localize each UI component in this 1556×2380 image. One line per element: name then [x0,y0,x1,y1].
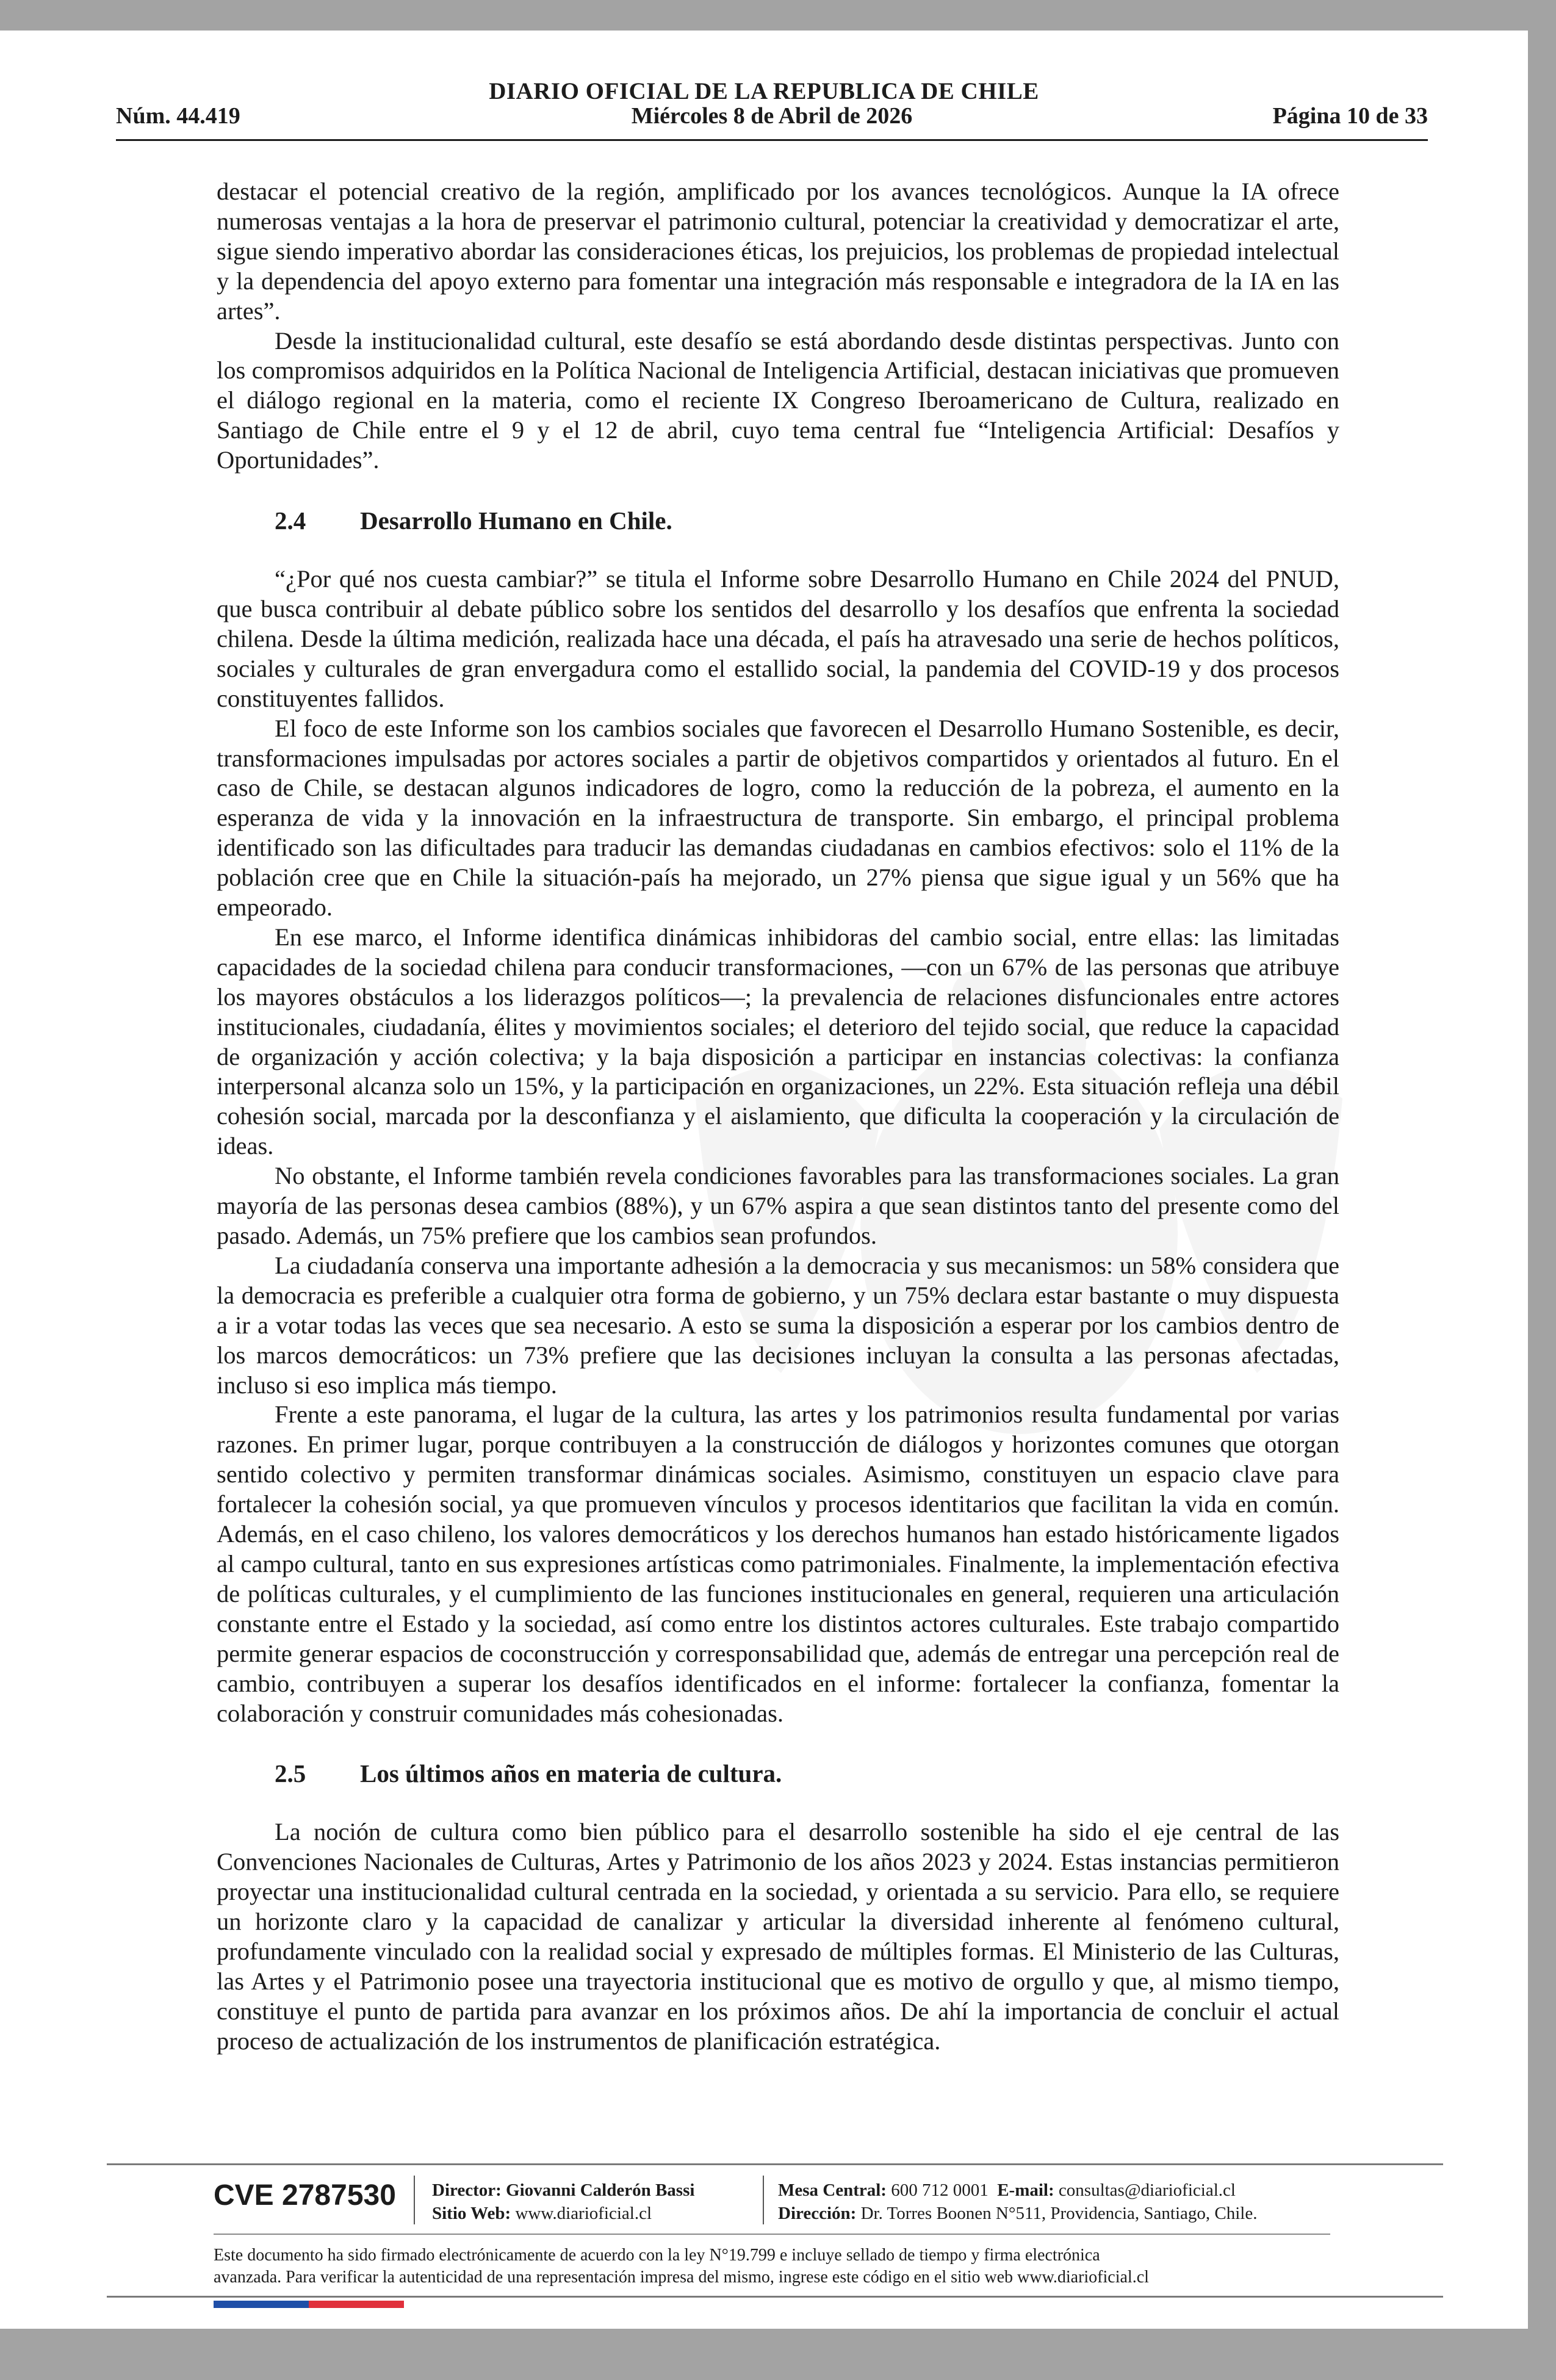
footer-separator [763,2176,764,2224]
paragraph: No obstante, el Informe también revela condiciones favorables para las transformaciones sociales. La gran mayoría de las personas desea cambios (88%), y un 67% aspira a que sean distintos tanto del presente como del pasado. Además, un 75% prefiere que los cambios sean profundos. [217,1162,1339,1249]
header-divider [116,139,1428,141]
address-label: Dirección: [778,2204,857,2223]
paragraph: En ese marco, el Informe identifica dinámicas inhibidoras del cambio social, entre ellas: las limitadas capacidades de la sociedad chilena para conducir transformaciones, —con un 67% de las personas que atribuye los mayores obstáculos a los liderazgos políticos—; la prevalencia de relaciones disfuncionales entre actores institucionales, ciudadanía, élites y movimientos sociales; el deterioro del tejido social, que reduce la capacidad de organización y acción colectiva; y la baja disposición a participar en instancias colectivas: la confianza interpersonal alcanza solo un 15%, y la participación en organizaciones, un 22%. Esta situación refleja una débil cohesión social, marcada por la desconfianza y el aislamiento, que dificulta la cooperación y la circulación de ideas. [217,923,1339,1160]
cve-code: CVE 2787530 [214,2179,396,2212]
phone-label: Mesa Central: [778,2180,887,2200]
page-indicator: Página 10 de 33 [1272,103,1428,129]
flag-blue-segment [214,2301,309,2308]
paragraph: Desde la institucionalidad cultural, este desafío se está abordando desde distintas perspectivas. Junto con los compromisos adquiridos en la Política Nacional de Inteligencia Artificial, destacan iniciativas que promueven el diálogo regional en la materia, como el reciente IX Congreso Iberoamericano de Cultura, realizado en Santiago de Chile entre el 9 y el 12 de abril, cuyo tema central fue “Inteligencia Artificial: Desafíos y Oportunidades”. [217,326,1339,474]
flag-stripe [214,2301,404,2308]
issue-number: Núm. 44.419 [116,103,240,129]
footer-divider [107,2296,1443,2298]
director-name: Giovanni Calderón Bassi [506,2180,695,2200]
legal-line: avanzada. Para verificar la autenticidad de una representación impresa del mismo, ingrese este código en el sitio web www.diarioficial.cl [214,2268,1149,2287]
section-number: 2.5 [275,1759,306,1788]
document-page [0,31,1528,2329]
document-body [217,177,1339,2057]
legal-line: Este documento ha sido firmado electrónicamente de acuerdo con la ley N°19.799 e incluye sellado de tiempo y firma electrónica [214,2246,1100,2265]
email-label: E-mail: [997,2180,1054,2200]
paragraph: El foco de este Informe son los cambios sociales que favorecen el Desarrollo Humano Sostenible, es decir, transformaciones impulsadas por actores sociales a partir de objetivos compartidos y orientados al futuro. En el caso de Chile, se destacan algunos indicadores de logro, como la reducción de la pobreza, el aumento en la esperanza de vida y la innovación en la infraestructura de transporte. Sin embargo, el principal problema identificado son las dificultades para traducir las demandas ciudadanas en cambios efectivos: solo el 11% de la población cree que en Chile la situación-país ha mejorado, un 27% piensa que sigue igual y un 56% que ha empeorado. [217,714,1339,921]
email-link[interactable]: consultas@diarioficial.cl [1058,2180,1236,2200]
flag-red-segment [309,2301,404,2308]
section-title: Desarrollo Humano en Chile. [360,507,672,535]
gazette-title: DIARIO OFICIAL DE LA REPUBLICA DE CHILE [489,78,1039,104]
section-title: Los últimos años en materia de cultura. [360,1759,782,1788]
paragraph: La ciudadanía conserva una importante adhesión a la democracia y sus mecanismos: un 58% considera que la democracia es preferible a cualquier otra forma de gobierno, y un 75% declara estar bastante o muy dispuesta a ir a votar todas las veces que sea necesario. A esto se suma la disposición a esperar por los cambios dentro de los marcos democráticos: un 73% prefiere que las decisiones incluyan la consulta a las personas afectadas, incluso si eso implica más tiempo. [217,1251,1339,1399]
footer-separator [414,2176,415,2224]
section-number: 2.4 [275,507,306,535]
footer-director-block [432,2179,694,2225]
phone-value: 600 712 0001 [891,2180,989,2200]
paragraph: Frente a este panorama, el lugar de la cultura, las artes y los patrimonios resulta fundamental por varias razones. En primer lugar, porque contribuyen a la construcción de diálogos y horizontes comunes que otorgan sentido colectivo y permiten transformar dinámicas sociales. Asimismo, constituyen un espacio clave para fortalecer la cohesión social, ya que promueven vínculos y procesos identitarios que facilitan la vida en común. Además, en el caso chileno, los valores democráticos y los derechos humanos han estado históricamente ligados al campo cultural, tanto en sus expresiones artísticas como patrimoniales. Finalmente, la implementación efectiva de políticas culturales, y el cumplimiento de las funciones institucionales en general, requieren una articulación constante entre el Estado y la sociedad, así como entre los distintos actores culturales. Este trabajo compartido permite generar espacios de coconstrucción y corresponsabilidad que, además de entregar una percepción real de cambio, contribuyen a superar los desafíos identificados en el informe: fortalecer la confianza, fomentar la colaboración y construir comunidades más cohesionadas. [217,1401,1339,1727]
footer-divider [107,2163,1443,2165]
viewer-bottom-bar [0,2329,1556,2380]
footer-contact-block [778,2179,1257,2225]
legal-notice [214,2245,1330,2288]
paragraph: “¿Por qué nos cuesta cambiar?” se titula el Informe sobre Desarrollo Humano en Chile 2024 del PNUD, que busca contribuir al debate público sobre los sentidos del desarrollo y los desafíos que enfrenta la sociedad chilena. Desde la última medición, realizada hace una década, el país ha atravesado una serie de hechos políticos, sociales y culturales de gran envergadura como el estallido social, la pandemia del COVID-19 y dos procesos constituyentes fallidos. [217,565,1339,712]
website-link[interactable]: www.diarioficial.cl [515,2204,652,2223]
issue-date: Miércoles 8 de Abril de 2026 [631,103,913,129]
paragraph: La noción de cultura como bien público para el desarrollo sostenible ha sido el eje central de las Convenciones Nacionales de Culturas, Artes y Patrimonio de los años 2023 y 2024. Estas instancias permitieron proyectar una institucionalidad cultural centrada en la sociedad, y orientada a su servicio. Para ello, se requiere un horizonte claro y la capacidad de canalizar y articular la diversidad inherente al fenómeno cultural, profundamente vinculado con la realidad social y expresado de múltiples formas. El Ministerio de las Culturas, las Artes y el Patrimonio posee una trayectoria institucional que es motivo de orgullo y que, al mismo tiempo, constituye el punto de partida para avanzar en los próximos años. De ahí la importancia de concluir el actual proceso de actualización de los instrumentos de planificación estratégica. [217,1818,1339,2055]
footer-divider [214,2234,1330,2235]
director-label: Director: [432,2180,502,2200]
address-value: Dr. Torres Boonen N°511, Providencia, Santiago, Chile. [860,2204,1258,2223]
paragraph: destacar el potencial creativo de la región, amplificado por los avances tecnológicos. Aunque la IA ofrece numerosas ventajas a la hora de preservar el patrimonio cultural, potenciar la creatividad y democratizar el arte, sigue siendo imperativo abordar las consideraciones éticas, los prejuicios, los problemas de propiedad intelectual y la dependencia del apoyo externo para fomentar una integración más responsable e integradora de la IA en las artes”. [217,178,1339,325]
section-heading-2-5 [217,1759,1339,1788]
website-label: Sitio Web: [432,2204,511,2223]
section-heading-2-4 [217,506,1339,535]
